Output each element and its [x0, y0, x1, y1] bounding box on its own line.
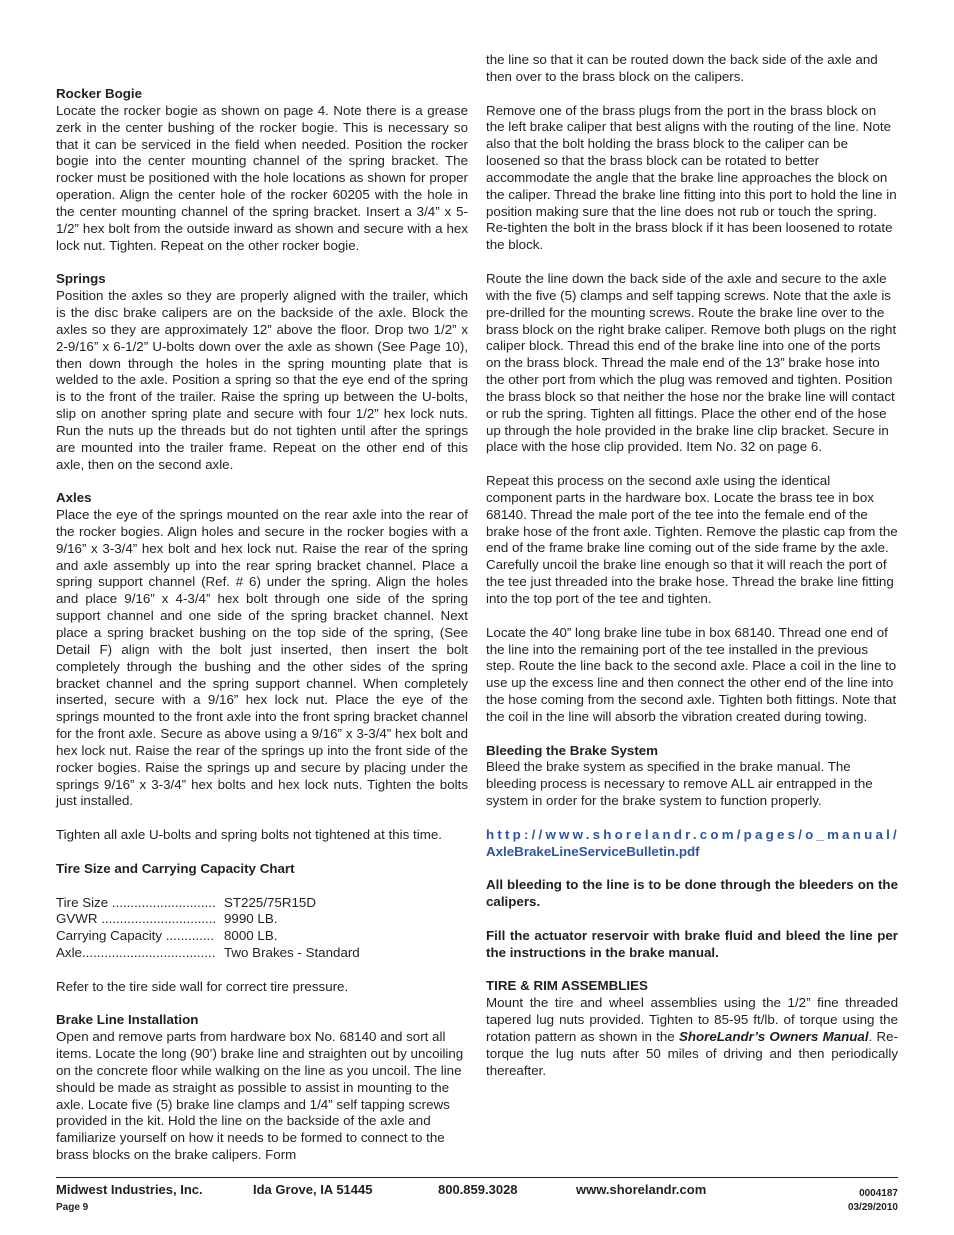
paragraph-tee-line: Locate the 40” long brake line tube in box 68140. Thread one end of the line into the remaining port of the tee installed in the previous step. Route the line back to the second axle. Place a coil in the line to use up the excess line and then connect the other end of the line into the hose coming from the second axle. Tighten both fittings. Note that the coil in the line will absorb the vibration created during towing. [486, 624, 897, 724]
footer-city: Ida Grove, IA 51445 [253, 1182, 373, 1197]
tire-chart [56, 861, 468, 962]
tire-chart-label: Carrying Capacity ............. [56, 928, 214, 944]
paragraph-rocker-bogie: Locate the rocker bogie as shown on page 4. Note there is a grease zerk in the center bushing of the rocker bogie. This is necessary so that it can be serviced in the field when needed. Position the rocker bogie into the center mounting channel of the spring bracket. The rocker must be positioned with the hole locations as shown for proper operation. Align the center hole of the rocker 60205 with the hole in the center mounting channel of the spring bracket. Insert a 3/4” x 5-1/2” hex bolt from the outside inward as shown and secure with a hex lock nut. Tighten. Repeat on the other rocker bogie. [56, 102, 468, 253]
tire-chart-row [56, 895, 468, 912]
paragraph-bleeding: Bleed the brake system as specified in the brake manual. The bleeding process is necessary to remove ALL air entrapped in the system in order for the brake system to function properly. [486, 759, 873, 809]
tire-rim-text: . Re-torque the lug nuts after 50 miles of driving and then periodically thereafter. [486, 1028, 898, 1078]
paragraph-route-intro: the line so that it can be routed down the back side of the axle and then over to the brass block on the calipers. [486, 52, 878, 84]
tire-chart-value: 9990 LB. [224, 911, 278, 927]
footer-website: www.shorelandr.com [576, 1182, 707, 1197]
section-bleeding [486, 743, 898, 810]
link-line-2[interactable]: AxleBrakeLineServiceBulletin.pdf [486, 843, 700, 859]
paragraph-axles: Place the eye of the springs mounted on the rear axle into the rear of the rocker bogies. Align holes and secure in the rocker bogies with a 9/16” x 3-3/4” hex bolt and hex lock nut. Raise the rear of the spring and axle assembly up into the rear spring bracket channel. Place a spring support channel (Ref. # 6) under the spring. Align the holes and place 9/16” x 4-3/4” hex bolt through one side of the spring support channel and one side of the spring bracket channel. Next place a spring bracket bushing on the top side of the spring, (See Detail F) align with the bolt just inserted, then insert the bolt completely through the bushing and the other sides of the spring bracket channel and the spring support channel. When completely inserted, secure with a 9/16” hex lock nut. Place the eye of the springs mounted to the front axle into the front spring bracket channel for the front axle. Secure as above using a 9/16” x 3-3/4” hex bolt and hex lock nut. Raise the rear of the springs up into the front side of the rocker bogies. Raise the springs up and secure by placing under the springs 9/16” x 3-3/4” hex bolts and hex lock nuts. Tighten the bolts just installed. [56, 507, 468, 809]
paragraph-springs: Position the axles so they are properly aligned with the trailer, which is the disc brake calipers are on the backside of the axle. Block the axles so they are approximately 12” above the floor. Drop two 1/2” x 2-9/16” x 6-1/2” U-bolts down over the axle as shown (See Page 10), then down through the holes in the spring mounting plate that is welded to the axle. Position a spring so that the eye end of the spring is to the front of the trailer. Raise the spring up between the U-bolts, slip on another spring plate and secure with four 1/2” hex lock nuts. Run the nuts up the threads but do not tighten until after the springs are mounted into the trailer frame. Repeat on the other end of this axle, then on the second axle. [56, 288, 468, 472]
heading-brake-line: Brake Line Installation [56, 1012, 199, 1028]
tire-rim-text: Mount the tire and wheel assemblies using the 1/2” fine threaded tapered lug nuts provided. Tighten to 85-95 ft/lb. of torque using the rotation pattern as shown in the [486, 995, 898, 1044]
section-brake-line [56, 1012, 468, 1164]
service-bulletin-link[interactable] [486, 827, 898, 861]
tire-chart-label: Tire Size ............................ [56, 894, 216, 910]
tire-pressure-note: Refer to the tire side wall for correct tire pressure. [56, 978, 349, 994]
paragraph-brake-line: Open and remove parts from hardware box No. 68140 and sort all items. Locate the long (90’) brake line and straighten out by uncoiling on the concrete floor while walking on the line as you uncoil. The line should be made as straight as possible to assist in mounting to the axle. Locate five (5) brake line clamps and 1/4” self tapping screws provided in the kit. Hold the line on the backside of the axle and familiarize yourself on how it needs to be formed to connect to the brass blocks on the brake calipers. Form [56, 1029, 464, 1163]
section-axles [56, 490, 468, 810]
bleeders-note: All bleeding to the line is to be done through the bleeders on the calipers. [486, 877, 898, 910]
heading-tire-chart: Tire Size and Carrying Capacity Chart [56, 860, 295, 876]
tire-chart-row [56, 928, 468, 945]
right-column [486, 52, 898, 1096]
heading-bleeding: Bleeding the Brake System [486, 742, 659, 758]
tire-chart-label: Axle.................................... [56, 945, 216, 961]
paragraph-tire-rim [486, 995, 898, 1079]
footer-document-number: 0004187 [859, 1188, 898, 1199]
footer-company: Midwest Industries, Inc. [56, 1182, 203, 1197]
tire-chart-value: 8000 LB. [224, 928, 278, 944]
reservoir-note: Fill the actuator reservoir with brake fluid and bleed the line per the instructions in the brake manual. [486, 927, 898, 960]
heading-tire-rim: TIRE & RIM ASSEMBLIES [486, 978, 648, 994]
link-line-1[interactable]: http://www.shorelandr.com/pages/o_manual/ [486, 826, 900, 842]
tire-chart-row [56, 911, 468, 928]
section-tire-rim [486, 978, 898, 1079]
tire-chart-value: ST225/75R15D [224, 894, 316, 910]
heading-springs: Springs [56, 271, 106, 287]
tire-chart-label: GVWR ............................... [56, 911, 217, 927]
section-rocker-bogie [56, 86, 468, 254]
heading-axles: Axles [56, 490, 92, 506]
tire-chart-value: Two Brakes - Standard [224, 945, 360, 961]
owners-manual-reference: ShoreLandr’s Owners Manual [678, 1028, 869, 1044]
footer-phone: 800.859.3028 [438, 1182, 518, 1197]
paragraph-left-caliper: Remove one of the brass plugs from the port in the brass block on the left brake caliper that best aligns with the routing of the line. Note also that the bolt holding the brass block to the caliper can be loosened so that the brass block can be rotated to better accommodate the angle that the brake line approaches the block on the caliper. Thread the brake line fitting into this port to hold the line in position making sure that the line does not rub or touch the spring. Re-tighten the bolt in the brass block if it has been loosened to rotate the block. [486, 102, 897, 253]
heading-rocker-bogie: Rocker Bogie [56, 86, 143, 101]
section-springs [56, 271, 468, 473]
tire-chart-row [56, 945, 468, 962]
left-column [56, 52, 468, 1181]
tighten-note: Tighten all axle U-bolts and spring bolts not tightened at this time. [56, 827, 442, 843]
footer-page-number: Page 9 [56, 1202, 89, 1213]
paragraph-right-caliper: Route the line down the back side of the axle and secure to the axle with the five (5) clamps and self tapping screws. Note that the axle is pre-drilled for the mounting screws. Route the brake line over to the brass block on the right brake caliper. Remove both plugs on the right caliper block. Thread this end of the brake line into one of the ports on the brass block. Thread the male end of the 13” brake hose into the other port from which the plug was removed and tighten. Position the brass block so that neither the hose nor the brake line will contact or rub the spring. Tighten all fittings. Place the other end of the hose up through the hole provided in the brake line clip bracket. Secure in place with the hose clip provided. Item No. 32 on page 6. [486, 270, 897, 455]
paragraph-second-axle: Repeat this process on the second axle using the identical component parts in the hardware box. Locate the brass tee in box 68140. Thread the male port of the tee into the female end of the brake hose of the front axle. Tighten. Remove the plastic cap from the end of the frame brake line coming out of the side frame by the axle. Carefully uncoil the brake line enough so that it will reach the port of the tee just threaded into the brake hose. Thread the brake line fitting into the top port of the tee and tighten. [486, 473, 898, 606]
footer-date: 03/29/2010 [847, 1202, 898, 1213]
footer-divider [56, 1177, 898, 1178]
